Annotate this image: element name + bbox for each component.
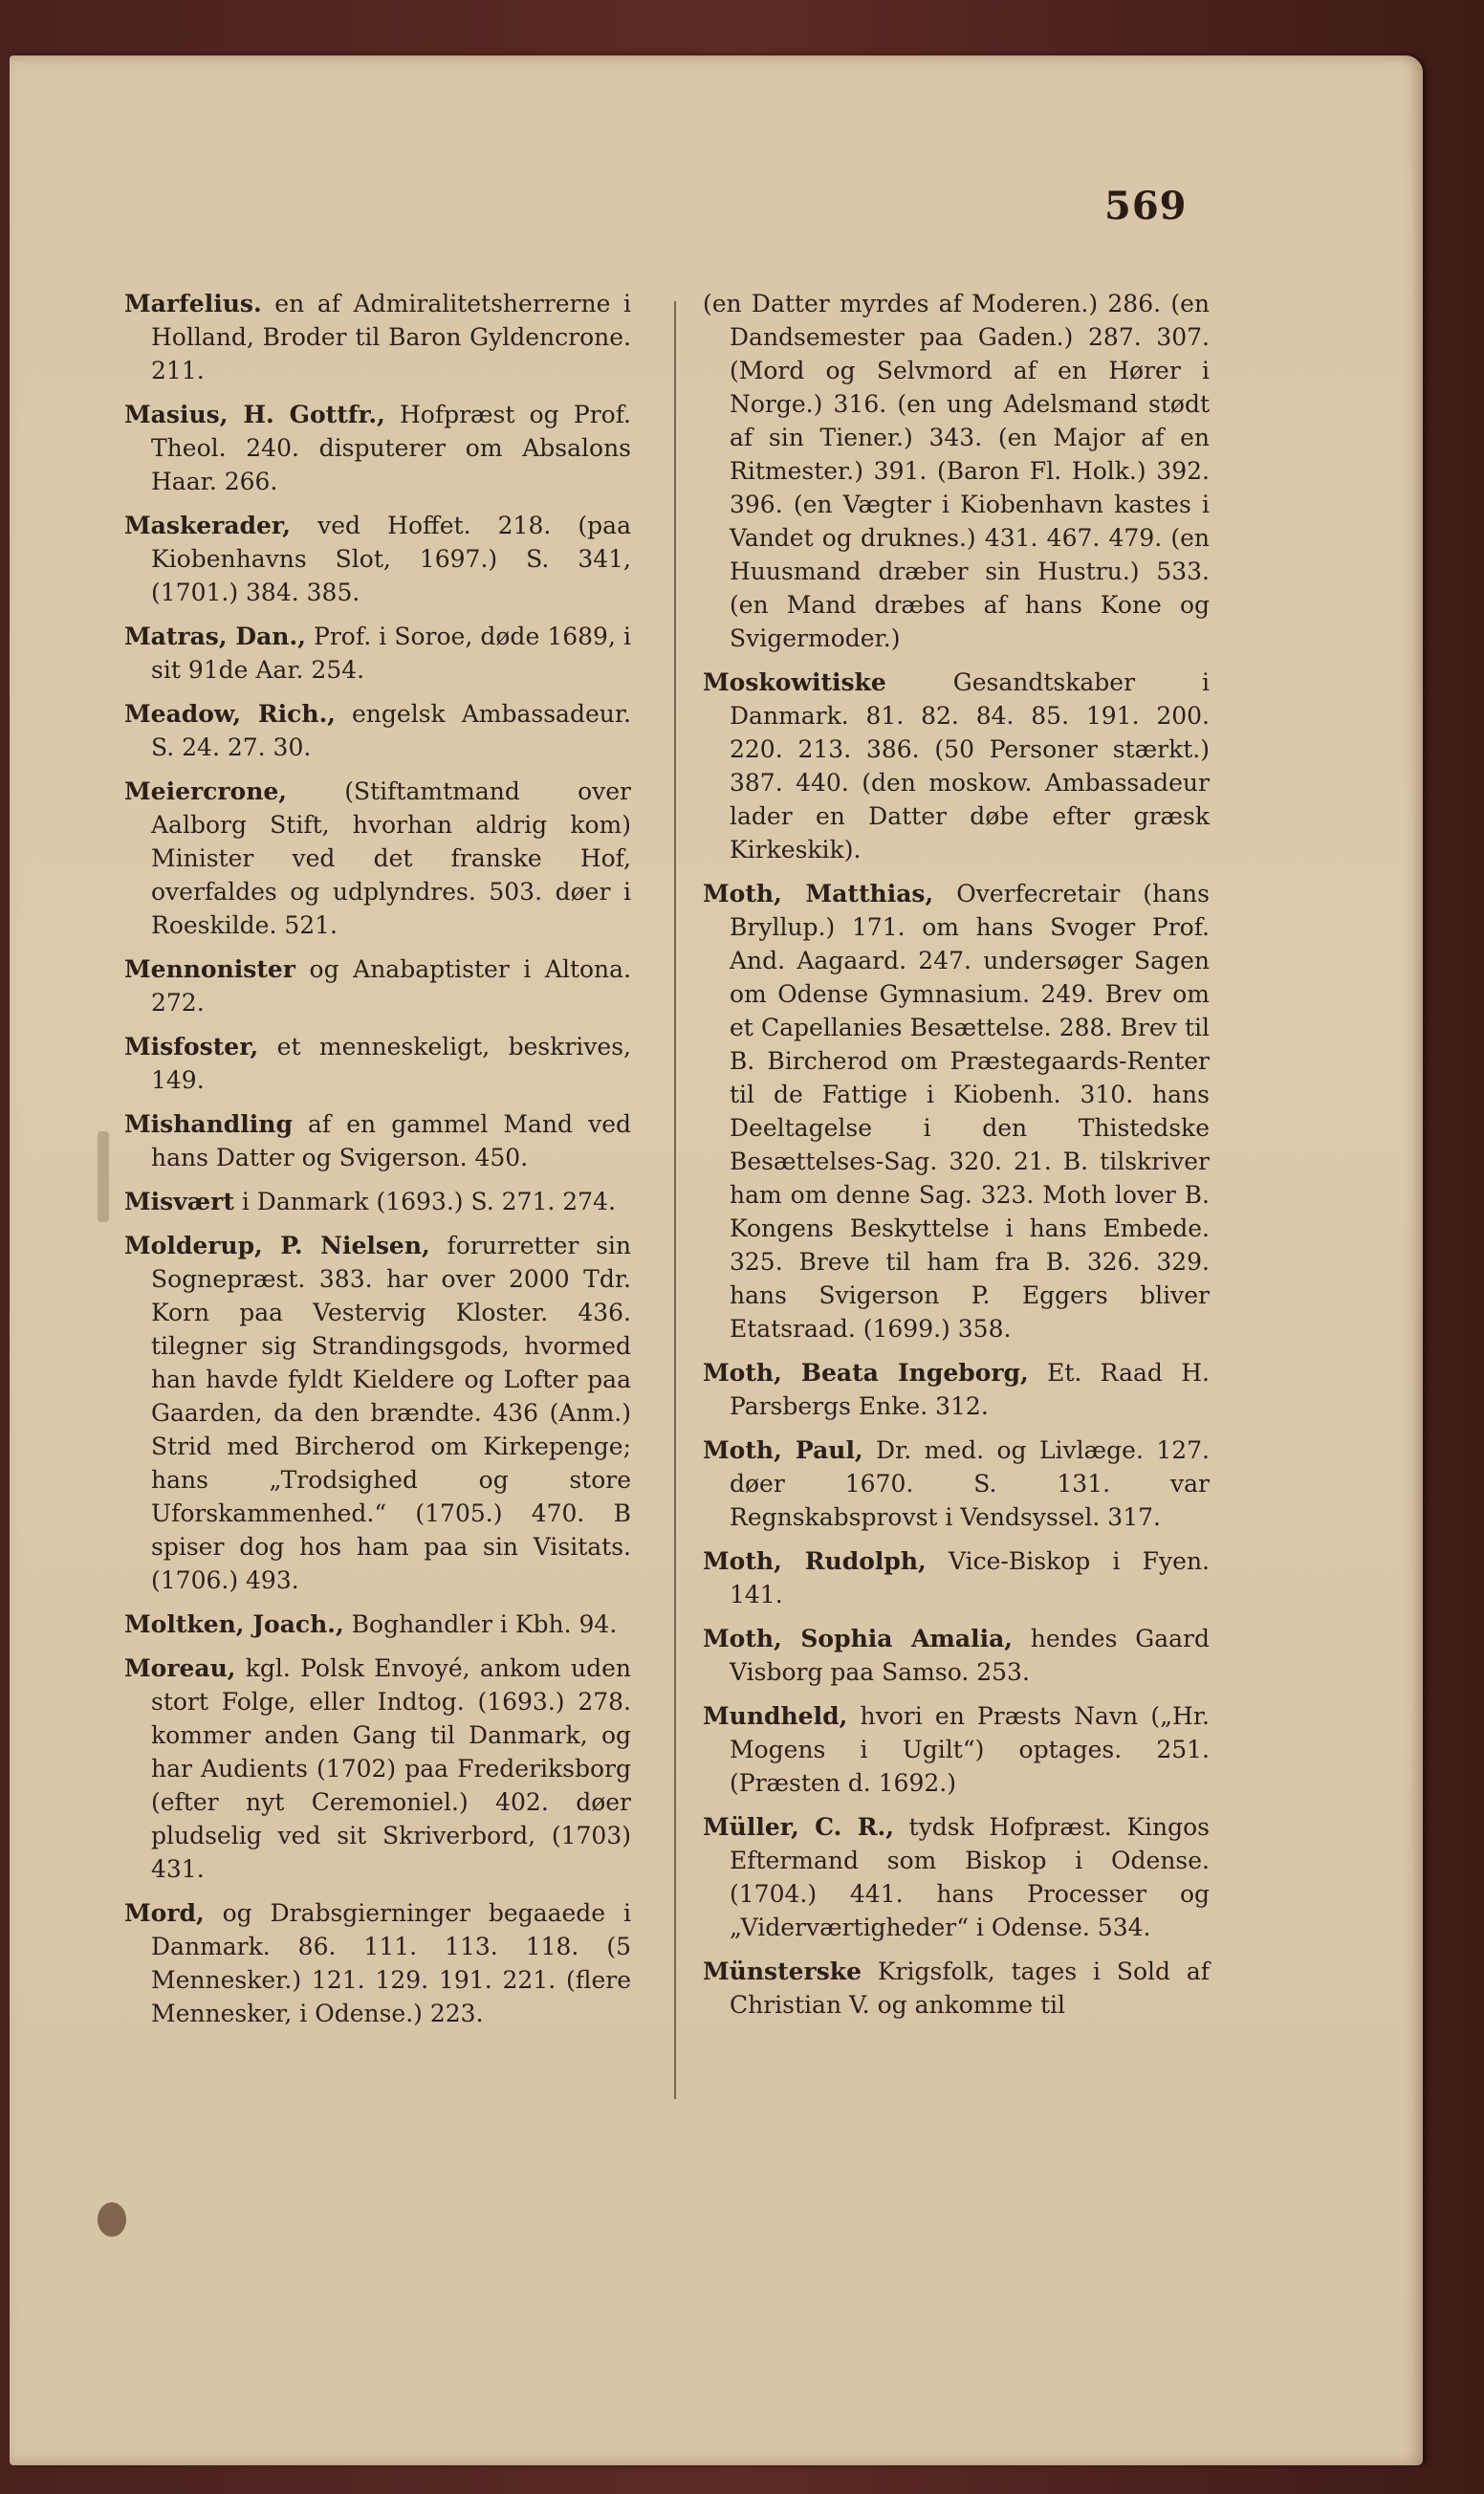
entry-text: Prof. i Soroe, døde 1689, i sit 91de Aar. 254. [151,623,632,684]
entry-headword: Misvært [124,1188,234,1215]
index-entry [124,1107,631,1174]
entry-text: i Danmark (1693.) S. 271. 274. [241,1188,616,1215]
entry-headword: Mennonister [124,955,295,983]
index-entry [124,1030,631,1097]
entry-text: og Anabaptister i Altona. 272. [151,955,631,1017]
index-entry [124,620,631,687]
right-column [703,287,1210,2032]
entry-text: (Stiftamtmand over Aalborg Stift, hvorhan aldrig kom) Minister ved det franske Hof, overfaldes og udplyndres. 503. døer i Roeskilde. 521. [151,777,631,939]
entry-headword: Müller, C. R., [703,1813,894,1841]
entry-headword: Meadow, Rich., [124,700,336,728]
entry-text: Gesandtskaber i Danmark. 81. 82. 84. 85. 191. 200. 220. 213. 386. (50 Personer stærkt.) 387. 440. (den moskow. Ambassadeur lader en Datter døbe efter græsk Kirkeskik). [730,668,1210,864]
entry-text: ved Hoffet. 218. (paa Kiobenhavns Slot, 1697.) S. 341, (1701.) 384. 385. [151,512,631,606]
index-entry [124,398,631,498]
entry-headword: Moth, Paul, [703,1436,863,1464]
entry-text: Dr. med. og Livlæge. 127. døer 1670. S. 131. var Regnskabsprovst i Vendsyssel. 317. [730,1436,1210,1531]
index-entry [703,1433,1210,1534]
index-entry [124,1652,631,1886]
index-entry [703,1810,1210,1944]
ink-spot [98,2202,126,2237]
entry-headword: Marfelius. [124,290,262,317]
page-smudge [98,1131,109,1222]
index-entry [703,287,1210,655]
index-entry [703,877,1210,1345]
entry-headword: Mord, [124,1899,205,1927]
entry-headword: Misfoster, [124,1033,259,1061]
entry-headword: Moth, Rudolph, [703,1547,927,1575]
entry-text: af en gammel Mand ved hans Datter og Svigerson. 450. [151,1110,631,1171]
entry-text: engelsk Ambassadeur. S. 24. 27. 30. [151,700,631,761]
index-entry [703,1356,1210,1423]
entry-text: Et. Raad H. Parsbergs Enke. 312. [730,1359,1210,1420]
index-entry [124,509,631,609]
entry-headword: Mundheld, [703,1702,848,1730]
index-entry [124,287,631,387]
entry-headword: Masius, H. Gottfr., [124,401,385,428]
index-entry [703,1699,1210,1800]
entry-headword: Moltken, Joach., [124,1610,344,1638]
entry-text: og Drabsgierninger begaaede i Danmark. 86. 111. 113. 118. (5 Mennesker.) 121. 129. 191. 221. (flere Mennesker, i Odense.) 223. [151,1899,631,2027]
index-entry [124,775,631,942]
column-divider [674,301,676,2099]
index-entry [703,666,1210,866]
entry-headword: Moth, Beata Ingeborg, [703,1359,1029,1387]
entry-text: hendes Gaard Visborg paa Samso. 253. [730,1625,1210,1686]
index-entry [124,697,631,764]
entry-text: (en Datter myrdes af Moderen.) 286. (en Dandsemester paa Gaden.) 287. 307. (Mord og Selvmord af en Hører i Norge.) 316. (en ung Adelsmand stødt af sin Tiener.) 343. (en Major af en Ritmester.) 391. (Baron Fl. Holk.) 392. 396. (en Vægter i Kiobenhavn kastes i Vandet og druknes.) 431. 467. 479. (en Huusmand dræber sin Hustru.) 533. (en Mand dræbes af hans Kone og Svigermoder.) [703,290,1210,652]
entry-text: Boghandler i Kbh. 94. [351,1610,618,1638]
entry-headword: Moskowitiske [703,668,886,696]
index-entry [124,1896,631,2030]
entry-headword: Moreau, [124,1654,236,1682]
entry-text: Hofpræst og Prof. Theol. 240. disputerer om Absalons Haar. 266. [151,401,632,495]
entry-text: forurretter sin Sognepræst. 383. har over 2000 Tdr. Korn paa Vestervig Kloster. 436. tilegner sig Strandingsgods, hvormed han havde fyldt Kieldere og Lofter paa Gaarden, da den brændte. 436 (Anm.) Strid med Bircherod om Kirkepenge; hans „Trodsighed og store Uforskammenhed.“ (1705.) 470. B spiser dog hos ham paa sin Visitats. (1706.) 493. [151,1232,631,1594]
entry-headword: Molderup, P. Nielsen, [124,1232,430,1259]
index-entry [124,1229,631,1597]
entry-text: kgl. Polsk Envoyé, ankom uden stort Folge, eller Indtog. (1693.) 278. kommer anden Gang til Danmark, og har Audients (1702) paa Frederiksborg (efter nyt Ceremoniel.) 402. døer pludselig ved sit Skriverbord, (1703) 431. [151,1654,631,1883]
entry-text: tydsk Hofpræst. Kingos Eftermand som Biskop i Odense. (1704.) 441. hans Processer og „Viderværtigheder“ i Odense. 534. [730,1813,1210,1941]
index-entry [703,1955,1210,2022]
entry-text: Overfecretair (hans Bryllup.) 171. om hans Svoger Prof. And. Aagaard. 247. undersøger Sagen om Odense Gymnasium. 249. Brev om et Capellanies Besættelse. 288. Brev til B. Bircherod om Præstegaards-Renter til de Fattige i Kiobenh. 310. hans Deeltagelse i den Thistedske Besættelses-Sag. 320. 21. B. tilskriver ham om denne Sag. 323. Moth lover B. Kongens Beskyttelse i hans Embede. 325. Breve til ham fra B. 326. 329. hans Svigerson P. Eggers bliver Etatsraad. (1699.) 358. [730,880,1210,1343]
index-entry [124,1608,631,1641]
entry-headword: Münsterske [703,1958,862,1985]
entry-headword: Moth, Matthias, [703,880,934,908]
entry-headword: Moth, Sophia Amalia, [703,1625,1013,1652]
index-entry [703,1622,1210,1689]
entry-text: Vice-Biskop i Fyen. 141. [730,1547,1210,1608]
page-number: 569 [1104,184,1188,229]
index-entry [124,1185,631,1218]
entry-headword: Mishandling [124,1110,293,1138]
entry-headword: Meiercrone, [124,777,288,805]
entry-text: Krigsfolk, tages i Sold af Christian V. og ankomme til [730,1958,1210,2019]
entry-text: hvori en Præsts Navn („Hr. Mogens i Ugilt“) optages. 251. (Præsten d. 1692.) [730,1702,1211,1797]
entry-text: en af Admiralitetsherrerne i Holland, Broder til Baron Gyldencrone. 211. [151,290,631,384]
entry-text: et menneskeligt, beskrives, 149. [151,1033,631,1094]
index-entry [124,952,631,1019]
index-entry [703,1544,1210,1611]
entry-headword: Maskerader, [124,512,291,539]
left-column [124,287,631,2041]
entry-headword: Matras, Dan., [124,623,306,650]
